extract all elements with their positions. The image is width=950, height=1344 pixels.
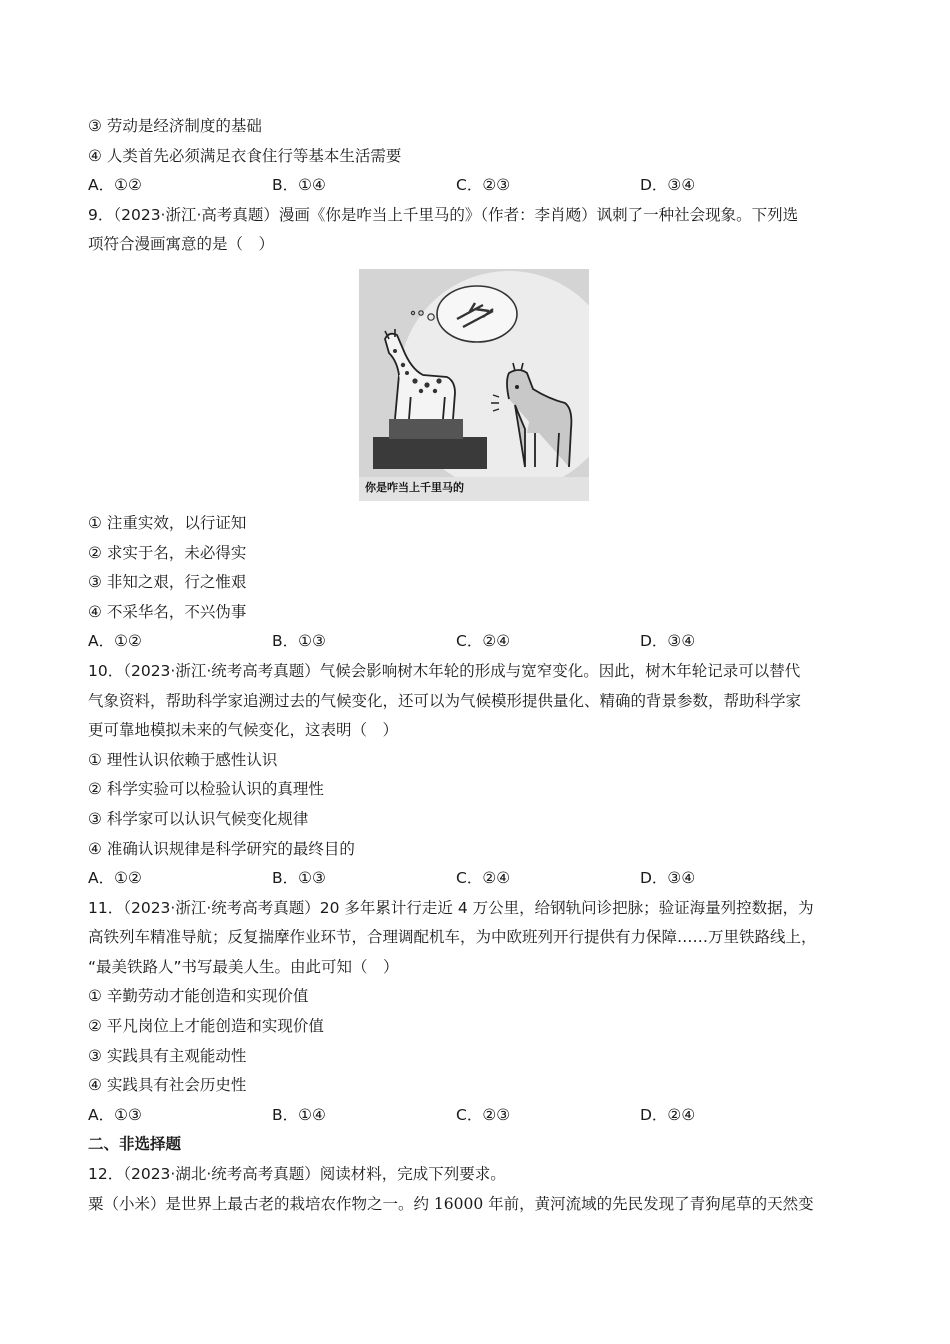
q11-option-d[interactable]: D．②④ (640, 1105, 696, 1124)
q9-item-4: ④ 不采华名，不兴伪事 (88, 602, 247, 621)
q11-options (88, 1101, 863, 1131)
q10-stem-line-1: 10．（2023·浙江·统考高考真题）气候会影响树木年轮的形成与宽窄变化。因此，树木年轮记录可以替代 (88, 661, 801, 680)
q11-item-3: ③ 实践具有主观能动性 (88, 1046, 247, 1065)
q12-stem: 12．（2023·湖北·统考高考真题）阅读材料，完成下列要求。 (88, 1165, 506, 1184)
q10-stem-line-3: 更可靠地模拟未来的气候变化，这表明（ ） (88, 721, 399, 740)
q9-stem-line-1: 9．（2023·浙江·高考真题）漫画《你是咋当上千里马的》（作者：李肖飏）讽刺了一种社会现象。下列选 (88, 205, 799, 224)
q9-option-b[interactable]: B．①③ (272, 632, 326, 651)
q10-option-d[interactable]: D．③④ (640, 869, 696, 888)
q8-option-b[interactable]: B．①④ (272, 176, 326, 195)
q11-option-a[interactable]: A．①③ (88, 1105, 142, 1124)
q9-stem-line-2: 项符合漫画寓意的是（ ） (88, 235, 275, 254)
q11-stem-line-1: 11．（2023·浙江·统考高考真题）20 多年累计行走近 4 万公里，给钢轨问诊把脉；验证海量列控数据，为 (88, 898, 814, 917)
q10-options (88, 864, 863, 894)
q9-item-3: ③ 非知之艰，行之惟艰 (88, 573, 247, 592)
q11-item-1: ① 辛勤劳动才能创造和实现价值 (88, 987, 309, 1006)
cartoon-caption: 你是咋当上千里马的 (365, 480, 464, 494)
cartoon-image (359, 269, 589, 501)
q9-options (88, 627, 863, 657)
q11-stem-line-3: “最美铁路人”书写最美人生。由此可知（ ） (88, 957, 399, 976)
q10-item-4: ④ 准确认识规律是科学研究的最终目的 (88, 839, 355, 858)
q12-material-line-1: 粟（小米）是世界上最古老的栽培农作物之一。约 16000 年前，黄河流域的先民发现了青狗尾草的天然变 (88, 1194, 814, 1213)
q10-item-3: ③ 科学家可以认识气候变化规律 (88, 809, 309, 828)
q10-item-2: ② 科学实验可以检验认识的真理性 (88, 780, 324, 799)
q11-item-4: ④ 实践具有社会历史性 (88, 1076, 247, 1095)
q10-option-a[interactable]: A．①② (88, 869, 142, 888)
section-heading: 二、非选择题 (88, 1135, 182, 1154)
q9-option-a[interactable]: A．①② (88, 632, 142, 651)
q8-options (88, 171, 863, 201)
q8-item-3: ③ 劳动是经济制度的基础 (88, 117, 262, 135)
q9-option-c[interactable]: C．②④ (456, 632, 511, 651)
q9-item-2: ② 求实于名，未必得实 (88, 543, 247, 562)
q11-option-b[interactable]: B．①④ (272, 1105, 326, 1124)
q9-item-1: ① 注重实效，以行证知 (88, 513, 247, 532)
q8-item-4: ④ 人类首先必须满足衣食住行等基本生活需要 (88, 146, 402, 165)
q9-option-d[interactable]: D．③④ (640, 632, 696, 651)
q11-option-c[interactable]: C．②③ (456, 1105, 511, 1124)
q10-item-1: ① 理性认识依赖于感性认识 (88, 750, 278, 769)
q11-item-2: ② 平凡岗位上才能创造和实现价值 (88, 1017, 324, 1036)
q8-option-c[interactable]: C．②③ (456, 176, 511, 195)
q8-option-d[interactable]: D．③④ (640, 176, 696, 195)
q8-option-a[interactable]: A．①② (88, 176, 142, 195)
q11-stem-line-2: 高铁列车精准导航；反复揣摩作业环节，合理调配机车，为中欧班列开行提供有力保障……万里铁路线上， (88, 928, 817, 947)
q10-stem-line-2: 气象资料，帮助科学家追溯过去的气候变化，还可以为气候模形提供量化、精确的背景参数，帮助科学家 (88, 691, 802, 710)
q10-option-b[interactable]: B．①③ (272, 869, 326, 888)
q10-option-c[interactable]: C．②④ (456, 869, 511, 888)
q9-cartoon (359, 269, 589, 501)
exam-page (88, 112, 863, 1219)
